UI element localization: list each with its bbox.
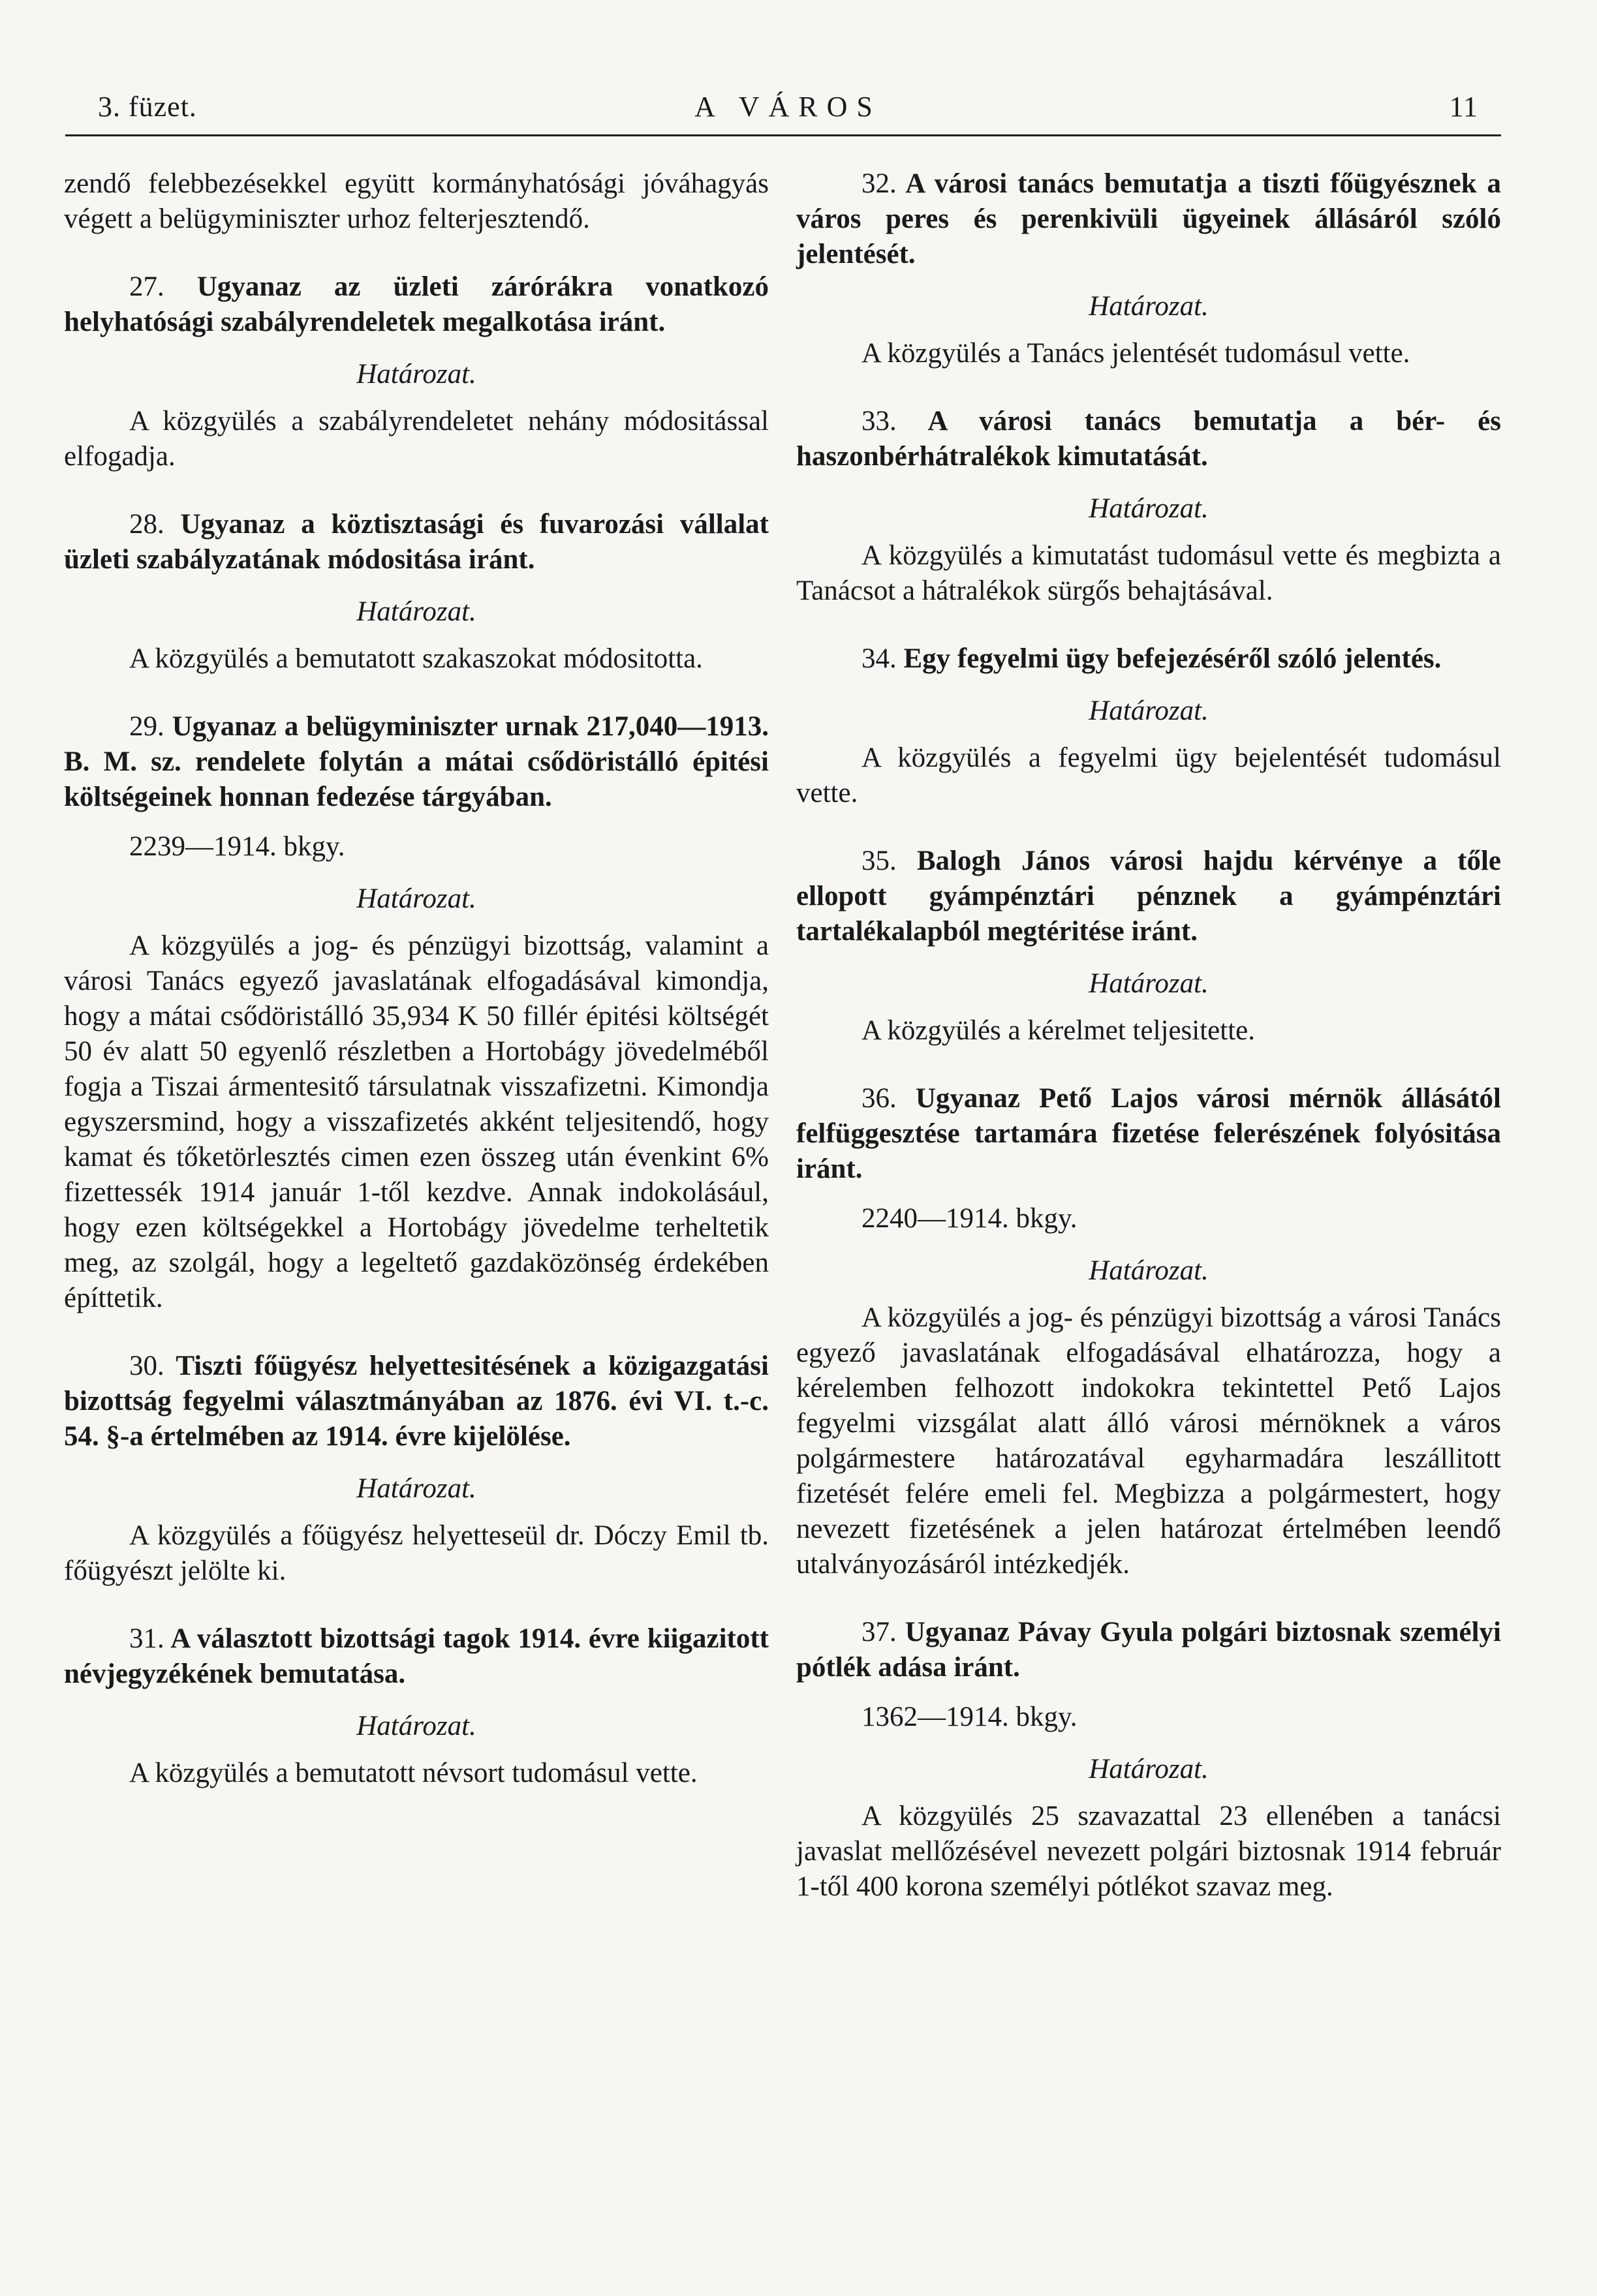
resolution-text: A közgyülés a kimutatást tudomásul vette és megbizta a Tanácsot a hátralékok sürgős behajtásával. [796,540,1501,606]
item-title [64,1349,769,1454]
resolution-label: Határozat. [1089,968,1209,999]
item-title-text: A választott bizottsági tagok 1914. évre kiigazitott névjegyzékének bemutatása. [64,1623,769,1689]
item-title [64,709,769,815]
agenda-item-37 [796,1615,1501,1905]
right-column [796,166,1501,1937]
item-title [796,404,1501,474]
resolution-label: Határozat. [356,359,476,390]
resolution-label: Határozat. [1089,1255,1209,1286]
left-column [64,166,769,1824]
item-title-text: Egy fegyelmi ügy befejezéséről szóló jelentés. [903,643,1442,674]
item-title-text: Ugyanaz a belügyminiszter urnak 217,040—1913. B. M. sz. rendelete folytán a mátai csődöristálló épitési költségeinek honnan fedezése tárgyában. [64,711,769,812]
item-number: 29. [129,711,164,742]
resolution-text: A közgyülés 25 szavazattal 23 ellenében a tanácsi javaslat mellőzésével nevezett polgári biztosnak 1914 február 1-től 400 korona személyi pótlékot szavaz meg. [796,1801,1501,1902]
resolution-text: A közgyülés a Tanács jelentését tudomásul vette. [861,338,1410,369]
resolution-text: A közgyülés a főügyész helyetteseül dr. Dóczy Emil tb. főügyészt jelölte ki. [64,1520,769,1586]
agenda-item-29 [64,709,769,1316]
item-title [64,507,769,577]
agenda-item-32 [796,166,1501,371]
item-title-text: Balogh János városi hajdu kérvénye a tőle ellopott gyámpénztári pénznek a gyámpénztári tartalékalapból megtéritése iránt. [796,846,1502,947]
resolution-text: A közgyülés a jog- és pénzügyi bizottság a városi Tanács egyező javaslatának elfogadásával elhatározza, hogy a kérelemben felhozott indokokra tekintettel Pető Lajos fegyelmi vizsgálat alatt álló városi mérnöknek a város polgármestere határozatával egyharmadára leszállitott fizetését felére emeli fel. Megbizza a polgármestert, hogy nevezett fizetésének a jelen határozat értelmében leendő utalványozásáról intézkedjék. [796,1302,1501,1580]
resolution-text: A közgyülés a jog- és pénzügyi bizottság, valamint a városi Tanács egyező javaslatának elfogadásával kimondja, hogy a mátai csődöristálló 35,934 K 50 fillér épitési költségét 50 év alatt 50 egyenlő részletben a Hortobágy jövedelméből fogja a Tiszai ármentesitő társulatnak visszafizetni. Kimondja egyszersmind, hogy a visszafizetés akként teljesitendő, hogy kamat és tőketörlesztés cimen ezen összeg után évenkint 6% fizettessék 1914 január 1-től kezdve. Annak indokolásául, hogy ezen költségekkel a Hortobágy jövedelme terheltetik meg, az szolgál, hogy a legeltető gazdaközönség érdekében építtetik. [64,930,769,1313]
item-title-text: Ugyanaz Pávay Gyula polgári biztosnak személyi pótlék adása iránt. [796,1617,1501,1683]
resolution-text: A közgyülés a kérelmet teljesitette. [861,1015,1255,1046]
item-title-text: Ugyanaz az üzleti zárórákra vonatkozó helyhatósági szabályrendeletek megalkotása iránt. [64,271,769,337]
item-title-text: A városi tanács bemutatja a tiszti főügyésznek a város peres és perenkivüli ügyeinek állásáról szóló jelentését. [796,168,1501,269]
resolution-label: Határozat. [1089,291,1209,322]
resolution-label: Határozat. [356,883,476,914]
item-title [796,166,1501,272]
issue-label: 3. füzet. [98,91,197,123]
agenda-item-27 [64,269,769,474]
header-rule [65,134,1501,136]
page-number: 11 [1449,91,1478,123]
agenda-item-28 [64,507,769,677]
item-title-text: Ugyanaz Pető Lajos városi mérnök állásától felfüggesztése tartamára fizetése felerészének folyósitása iránt. [796,1083,1502,1184]
resolution-text: A közgyülés a bemutatott szakaszokat módositotta. [129,643,703,674]
item-number: 34. [861,643,897,674]
item-title [64,269,769,340]
item-number: 28. [129,509,164,540]
agenda-item-35 [796,844,1501,1049]
item-number: 37. [861,1617,897,1647]
item-title-text: Tiszti főügyész helyettesitésének a közigazgatási bizottság fegyelmi választmányában az 1876. évi VI. t.-c. 54. §-a értelmében az 1914. évre kijelölése. [64,1351,769,1452]
publication-title: A VÁROS [694,91,882,123]
running-header [98,90,1478,136]
resolution-text: A közgyülés a szabályrendeletet nehány módositással elfogadja. [64,406,769,472]
resolution-label: Határozat. [1089,696,1209,726]
item-number: 32. [861,168,897,199]
agenda-item-34 [796,641,1501,811]
item-title [796,844,1501,949]
reference-number: 2239—1914. bkgy. [129,831,345,862]
item-number: 33. [861,406,897,436]
resolution-label: Határozat. [356,1711,476,1741]
resolution-label: Határozat. [1089,1754,1209,1784]
resolution-label: Határozat. [356,1473,476,1504]
item-number: 36. [861,1083,897,1114]
item-title [796,1615,1501,1685]
reference-number: 2240—1914. bkgy. [861,1203,1078,1234]
agenda-item-31 [64,1621,769,1791]
continued-paragraph: zendő felebbezésekkel együtt kormányhatósági jóváhagyás végett a belügyminiszter urhoz felterjesztendő. [64,168,769,234]
resolution-label: Határozat. [1089,493,1209,524]
item-title [796,1081,1501,1187]
agenda-item-30 [64,1349,769,1589]
resolution-text: A közgyülés a bemutatott névsort tudomásul vette. [129,1758,698,1788]
item-number: 35. [861,846,897,876]
agenda-item-36 [796,1081,1501,1582]
reference-number: 1362—1914. bkgy. [861,1702,1078,1732]
resolution-text: A közgyülés a fegyelmi ügy bejelentését tudomásul vette. [796,742,1501,808]
item-number: 30. [129,1351,164,1381]
item-title-text: A városi tanács bemutatja a bér- és haszonbérhátralékok kimutatását. [796,406,1501,472]
item-title [64,1621,769,1692]
item-title [796,641,1501,677]
item-number: 31. [129,1623,164,1654]
item-number: 27. [129,271,164,302]
item-title-text: Ugyanaz a köztisztasági és fuvarozási vállalat üzleti szabályzatának módositása iránt. [64,509,769,575]
agenda-item-33 [796,404,1501,609]
resolution-label: Határozat. [356,596,476,627]
